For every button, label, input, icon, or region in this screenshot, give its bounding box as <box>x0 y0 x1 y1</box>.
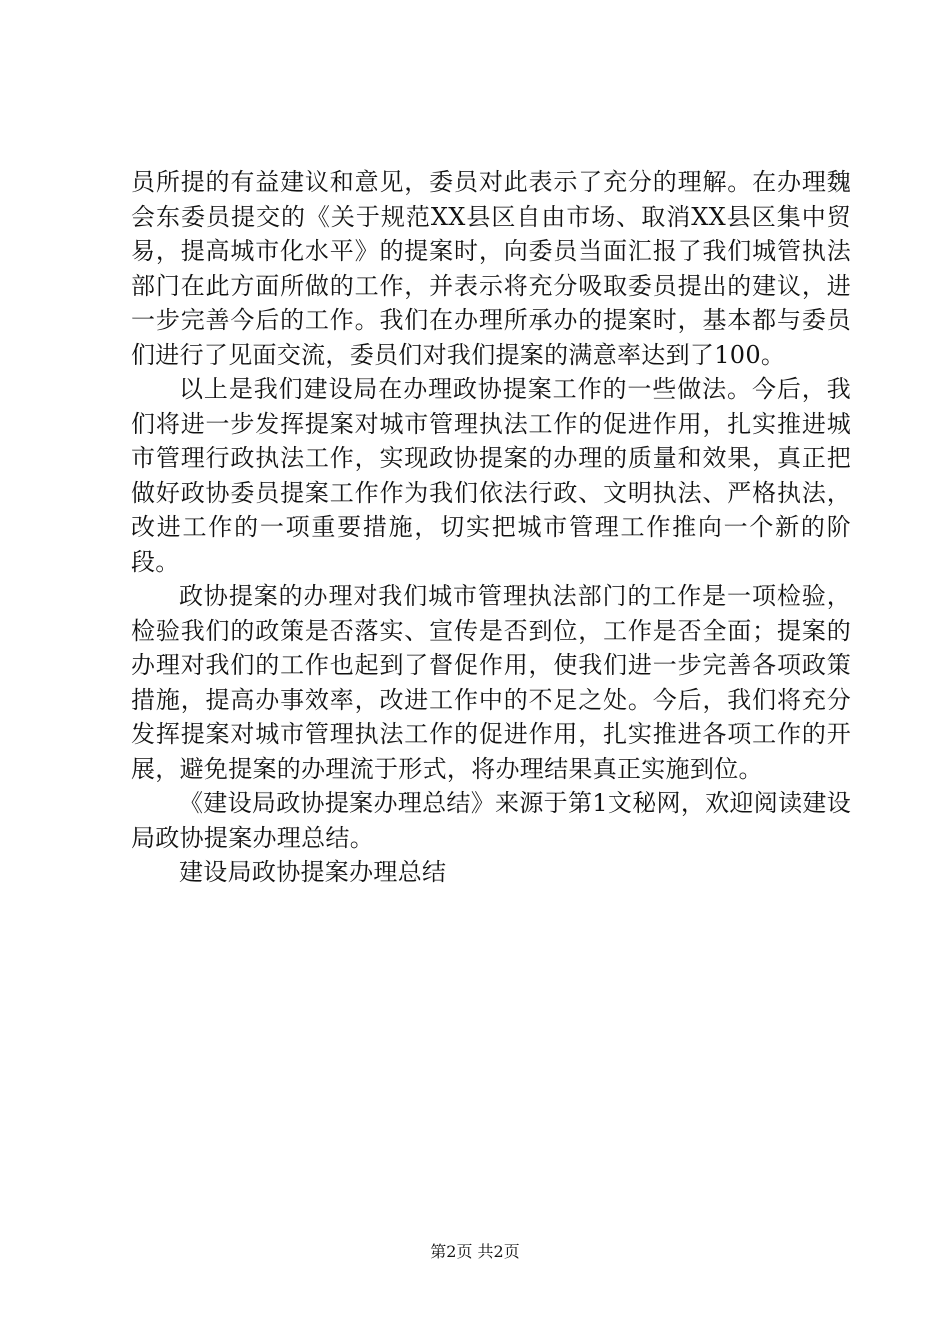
paragraph-1: 员所提的有益建议和意见，委员对此表示了充分的理解。在办理魏会东委员提交的《关于规范XX县区自由市场、取消XX县区集中贸易，提高城市化水平》的提案时，向委员当面汇报了我们城管执法部门在此方面所做的工作，并表示将充分吸取委员提出的建议，进一步完善今后的工作。我们在办理所承办的提案时，基本都与委员们进行了见面交流，委员们对我们提案的满意率达到了100。 <box>131 168 851 369</box>
paragraph-closing-title: 建设局政协提案办理总结 <box>179 858 447 886</box>
paragraph-2: 以上是我们建设局在办理政协提案工作的一些做法。今后，我们将进一步发挥提案对城市管理执法工作的促进作用，扎实推进城市管理行政执法工作，实现政协提案的办理的质量和效果，真正把做好政协委员提案工作作为我们依法行政、文明执法、严格执法，改进工作的一项重要措施，切实把城市管理工作推向一个新的阶段。 <box>131 375 851 576</box>
document-body <box>131 165 851 890</box>
paragraph-3: 政协提案的办理对我们城市管理执法部门的工作是一项检验，检验我们的政策是否落实、宣传是否到位，工作是否全面；提案的办理对我们的工作也起到了督促作用，使我们进一步完善各项政策措施，提高办事效率，改进工作中的不足之处。今后，我们将充分发挥提案对城市管理执法工作的促进作用，扎实推进各项工作的开展，避免提案的办理流于形式，将办理结果真正实施到位。 <box>131 582 851 783</box>
paragraph-source-note: 《建设局政协提案办理总结》来源于第1文秘网，欢迎阅读建设局政协提案办理总结。 <box>131 789 851 852</box>
page-number-footer: 第2页 共2页 <box>430 1242 520 1261</box>
